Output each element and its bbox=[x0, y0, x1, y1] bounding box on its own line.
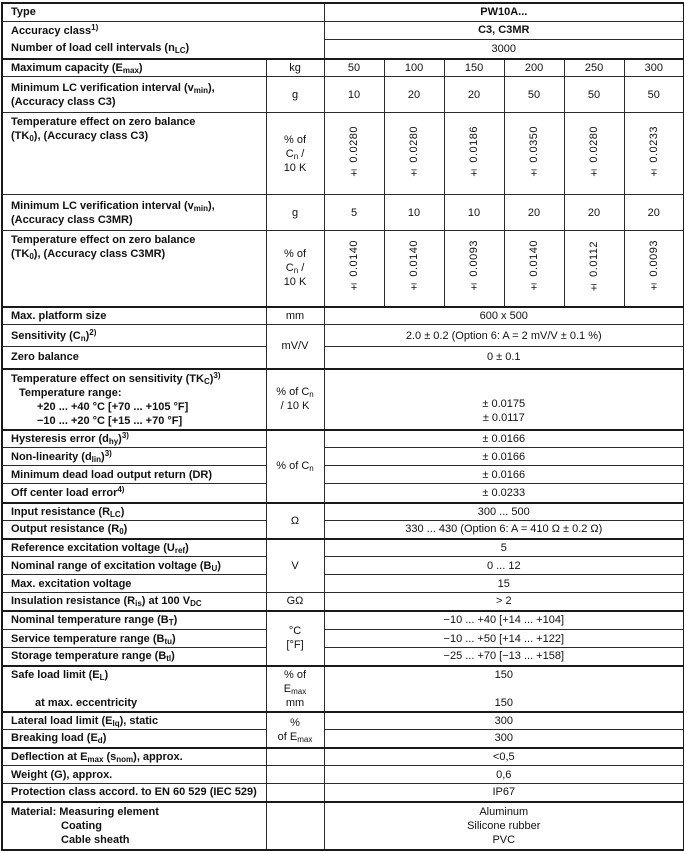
spec-row-reference-excitation-voltage bbox=[2, 539, 684, 557]
weight-value: 0,6 bbox=[324, 766, 684, 784]
min-lc-interval-c3mr-value-4: 20 bbox=[504, 195, 564, 231]
temp-effect-sensitivity-label: Temperature effect on sensitivity $(TK_C)^{3)}$ Temperature range: +20 ... +40 °C [+70 ... +105 °F] −10 ... +20 °C [+15 ... +70 °F] bbox=[2, 369, 266, 430]
nominal-temperature-range-unit: °C [°F] bbox=[266, 611, 324, 666]
spec-row-off-center-load-error bbox=[2, 484, 684, 503]
min-lc-interval-c3-unit: g bbox=[266, 77, 324, 113]
spec-row-hysteresis-error bbox=[2, 430, 684, 448]
insulation-resistance-unit: GΩ bbox=[266, 593, 324, 611]
spec-row-breaking-load bbox=[2, 730, 684, 748]
min-lc-interval-c3mr-value-6: 20 bbox=[624, 195, 684, 231]
spec-row-min-dead-load-output-return bbox=[2, 466, 684, 484]
temp-effect-zero-c3-value-4: ± 0.0350 bbox=[504, 113, 564, 195]
spec-row-zero-balance bbox=[2, 347, 684, 369]
temp-effect-zero-c3mr-value-3: ± 0.0093 bbox=[444, 231, 504, 307]
nominal-temperature-range-label: Nominal temperature range $(B_T)$ bbox=[2, 611, 266, 630]
input-resistance-label: Input resistance $(R_{LC})$ bbox=[2, 503, 266, 521]
material-unit bbox=[266, 802, 324, 850]
min-lc-interval-c3mr-value-3: 10 bbox=[444, 195, 504, 231]
non-linearity-label: Non-linearity $(d_{lin})^{3)}$ bbox=[2, 448, 266, 466]
deflection-unit bbox=[266, 748, 324, 766]
material-label: Material: Measuring element Coating Cable sheath bbox=[2, 802, 266, 850]
off-center-load-error-label: Off center load error$^{4)}$ bbox=[2, 484, 266, 503]
sensitivity-unit: mV/V bbox=[266, 325, 324, 369]
sensitivity-label: Sensitivity $(C_n)^{2)}$ bbox=[2, 325, 266, 347]
min-lc-interval-c3-value-3: 20 bbox=[444, 77, 504, 113]
spec-row-safe-load-limit bbox=[2, 666, 684, 712]
min-dead-load-output-return-value: ± 0.0166 bbox=[324, 466, 684, 484]
min-lc-interval-c3-value-5: 50 bbox=[564, 77, 624, 113]
service-temperature-range-label: Service temperature range $(B_{tu})$ bbox=[2, 630, 266, 648]
max-capacity-label: Maximum capacity $(E_{max})$ bbox=[2, 59, 266, 77]
spec-row-temp-effect-sensitivity bbox=[2, 369, 684, 430]
spec-row-nominal-temperature-range bbox=[2, 611, 684, 630]
temp-effect-zero-c3mr-value-4: ± 0.0140 bbox=[504, 231, 564, 307]
type-value: PW10A... bbox=[324, 3, 684, 21]
spec-row-accuracy-class bbox=[2, 21, 684, 40]
protection-class-label: Protection class accord. to EN 60 529 (IEC 529) bbox=[2, 784, 266, 802]
spec-row-nominal-excitation-range bbox=[2, 557, 684, 575]
min-lc-interval-c3mr-value-2: 10 bbox=[384, 195, 444, 231]
temp-effect-sensitivity-unit: % of $C_n$ / 10 K bbox=[266, 369, 324, 430]
max-excitation-voltage-label: Max. excitation voltage bbox=[2, 575, 266, 593]
spec-row-type bbox=[2, 3, 684, 21]
spec-row-insulation-resistance bbox=[2, 593, 684, 611]
lateral-load-limit-label: Lateral load limit $(E_{lq})$, static bbox=[2, 712, 266, 730]
zero-balance-value: 0 ± 0.1 bbox=[324, 347, 684, 369]
nominal-excitation-range-label: Nominal range of excitation voltage $(B_U)$ bbox=[2, 557, 266, 575]
storage-temperature-range-label: Storage temperature range $(B_{tl})$ bbox=[2, 648, 266, 666]
max-excitation-voltage-value: 15 bbox=[324, 575, 684, 593]
storage-temperature-range-value: −25 ... +70 [−13 ... +158] bbox=[324, 648, 684, 666]
spec-row-min-lc-interval-c3 bbox=[2, 77, 684, 113]
max-capacity-value-5: 250 bbox=[564, 59, 624, 77]
min-lc-interval-c3-value-4: 50 bbox=[504, 77, 564, 113]
max-platform-size-unit: mm bbox=[266, 307, 324, 325]
max-platform-size-value: 600 x 500 bbox=[324, 307, 684, 325]
off-center-load-error-value: ± 0.0233 bbox=[324, 484, 684, 503]
temp-effect-zero-c3-value-5: ± 0.0280 bbox=[564, 113, 624, 195]
non-linearity-value: ± 0.0166 bbox=[324, 448, 684, 466]
service-temperature-range-value: −10 ... +50 [+14 ... +122] bbox=[324, 630, 684, 648]
temp-effect-zero-c3mr-value-2: ± 0.0140 bbox=[384, 231, 444, 307]
hysteresis-error-unit: % of $C_n$ bbox=[266, 430, 324, 503]
output-resistance-value: 330 ... 430 (Option 6: A = 410 Ω ± 0.2 Ω) bbox=[324, 521, 684, 539]
safe-load-limit-value: 150 150 bbox=[324, 666, 684, 712]
zero-balance-label: Zero balance bbox=[2, 347, 266, 369]
deflection-value: <0,5 bbox=[324, 748, 684, 766]
spec-row-max-capacity bbox=[2, 59, 684, 77]
accuracy-class-label: Accuracy class$^{1)}$ Number of load cell intervals $(n_{LC})$ bbox=[2, 21, 324, 59]
temp-effect-sensitivity-value: ± 0.0175 ± 0.0117 bbox=[324, 369, 684, 430]
safe-load-limit-label: Safe load limit $(E_L)$ at max. eccentricity bbox=[2, 666, 266, 712]
temp-effect-zero-c3mr-value-6: ± 0.0093 bbox=[624, 231, 684, 307]
insulation-resistance-label: Insulation resistance $(R_{is})$ at 100 $V_{DC}$ bbox=[2, 593, 266, 611]
spec-row-max-excitation-voltage bbox=[2, 575, 684, 593]
max-capacity-value-1: 50 bbox=[324, 59, 384, 77]
accuracy-class-value: C3, C3MR bbox=[324, 21, 684, 40]
nominal-excitation-range-value: 0 ... 12 bbox=[324, 557, 684, 575]
material-value: Aluminum Silicone rubber PVC bbox=[324, 802, 684, 850]
max-capacity-value-4: 200 bbox=[504, 59, 564, 77]
max-platform-size-label: Max. platform size bbox=[2, 307, 266, 325]
min-dead-load-output-return-label: Minimum dead load output return (DR) bbox=[2, 466, 266, 484]
temp-effect-zero-c3mr-unit: % of $C_n$ / 10 K bbox=[266, 231, 324, 307]
protection-class-unit bbox=[266, 784, 324, 802]
min-lc-interval-c3mr-unit: g bbox=[266, 195, 324, 231]
spec-row-lateral-load-limit bbox=[2, 712, 684, 730]
type-label: Type bbox=[2, 3, 324, 21]
insulation-resistance-value: > 2 bbox=[324, 593, 684, 611]
spec-table bbox=[1, 2, 684, 851]
weight-unit bbox=[266, 766, 324, 784]
spec-row-sensitivity bbox=[2, 325, 684, 347]
spec-row-deflection bbox=[2, 748, 684, 766]
spec-table-body bbox=[2, 3, 684, 850]
min-lc-interval-c3-value-1: 10 bbox=[324, 77, 384, 113]
spec-row-min-lc-interval-c3mr bbox=[2, 195, 684, 231]
hysteresis-error-value: ± 0.0166 bbox=[324, 430, 684, 448]
hysteresis-error-label: Hysteresis error $(d_{hy})^{3)}$ bbox=[2, 430, 266, 448]
temp-effect-zero-c3-value-3: ± 0.0186 bbox=[444, 113, 504, 195]
temp-effect-zero-c3-value-1: ± 0.0280 bbox=[324, 113, 384, 195]
temp-effect-zero-c3mr-value-5: ± 0.0112 bbox=[564, 231, 624, 307]
output-resistance-label: Output resistance $(R_0)$ bbox=[2, 521, 266, 539]
min-lc-interval-c3mr-value-5: 20 bbox=[564, 195, 624, 231]
max-capacity-unit: kg bbox=[266, 59, 324, 77]
deflection-label: Deflection at $E_{max}$ $(s_{nom})$, approx. bbox=[2, 748, 266, 766]
reference-excitation-voltage-unit: V bbox=[266, 539, 324, 593]
temp-effect-zero-c3mr-value-1: ± 0.0140 bbox=[324, 231, 384, 307]
nominal-temperature-range-value: −10 ... +40 [+14 ... +104] bbox=[324, 611, 684, 630]
spec-row-output-resistance bbox=[2, 521, 684, 539]
spec-row-input-resistance bbox=[2, 503, 684, 521]
spec-row-non-linearity bbox=[2, 448, 684, 466]
min-lc-interval-c3-label: Minimum LC verification interval $(v_{min})$, (Accuracy class C3) bbox=[2, 77, 266, 113]
spec-row-service-temperature-range bbox=[2, 630, 684, 648]
spec-row-protection-class bbox=[2, 784, 684, 802]
input-resistance-unit: Ω bbox=[266, 503, 324, 539]
sensitivity-value: 2.0 ± 0.2 (Option 6: A = 2 mV/V ± 0.1 %) bbox=[324, 325, 684, 347]
reference-excitation-voltage-label: Reference excitation voltage $(U_{ref})$ bbox=[2, 539, 266, 557]
min-lc-interval-c3-value-6: 50 bbox=[624, 77, 684, 113]
spec-row-temp-effect-zero-c3 bbox=[2, 113, 684, 195]
input-resistance-value: 300 ... 500 bbox=[324, 503, 684, 521]
load-cell-intervals-value: 3000 bbox=[324, 40, 684, 59]
min-lc-interval-c3mr-label: Minimum LC verification interval $(v_{min})$, (Accuracy class C3MR) bbox=[2, 195, 266, 231]
min-lc-interval-c3mr-value-1: 5 bbox=[324, 195, 384, 231]
spec-row-weight bbox=[2, 766, 684, 784]
max-capacity-value-3: 150 bbox=[444, 59, 504, 77]
spec-row-max-platform-size bbox=[2, 307, 684, 325]
max-capacity-value-2: 100 bbox=[384, 59, 444, 77]
breaking-load-value: 300 bbox=[324, 730, 684, 748]
temp-effect-zero-c3-unit: % of $C_n$ / 10 K bbox=[266, 113, 324, 195]
lateral-load-limit-unit: % of $E_{max}$ bbox=[266, 712, 324, 748]
breaking-load-label: Breaking load $(E_d)$ bbox=[2, 730, 266, 748]
spec-row-storage-temperature-range bbox=[2, 648, 684, 666]
weight-label: Weight (G), approx. bbox=[2, 766, 266, 784]
safe-load-limit-unit: % of $E_{max}$ mm bbox=[266, 666, 324, 712]
temp-effect-zero-c3-value-2: ± 0.0280 bbox=[384, 113, 444, 195]
min-lc-interval-c3-value-2: 20 bbox=[384, 77, 444, 113]
temp-effect-zero-c3-label: Temperature effect on zero balance $(TK_0)$, (Accuracy class C3) bbox=[2, 113, 266, 195]
lateral-load-limit-value: 300 bbox=[324, 712, 684, 730]
protection-class-value: IP67 bbox=[324, 784, 684, 802]
temp-effect-zero-c3-value-6: ± 0.0233 bbox=[624, 113, 684, 195]
max-capacity-value-6: 300 bbox=[624, 59, 684, 77]
spec-row-material bbox=[2, 802, 684, 850]
reference-excitation-voltage-value: 5 bbox=[324, 539, 684, 557]
spec-row-temp-effect-zero-c3mr bbox=[2, 231, 684, 307]
temp-effect-zero-c3mr-label: Temperature effect on zero balance $(TK_0)$, (Accuracy class C3MR) bbox=[2, 231, 266, 307]
